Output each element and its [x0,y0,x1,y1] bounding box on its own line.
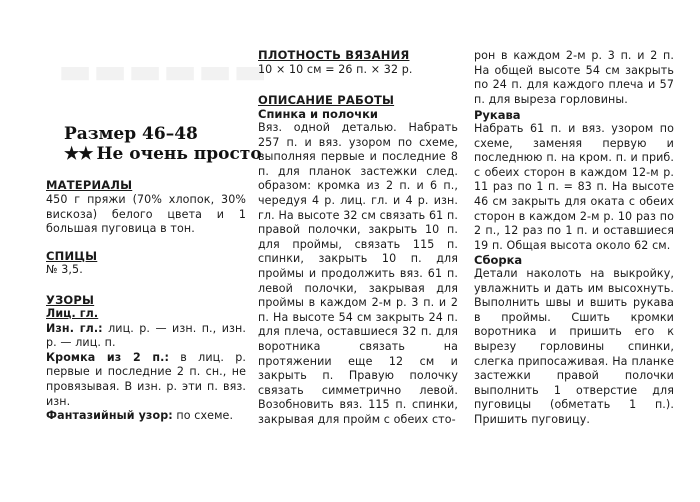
fancy-pattern-text: по схеме. [172,409,234,423]
assembly-heading: Сборка [474,253,523,267]
density-text: 10 × 10 см = 26 п. × 32 р. [258,63,413,76]
edge-term: Кромка из 2 п.: [46,350,169,364]
stockinette-title: Лиц. гл. [46,307,99,320]
needles-text: № 3,5. [46,263,83,276]
difficulty-stars-icon: ★★ [64,144,93,164]
assembly-text: Детали наколоть на выкройку, увлажнить и дать им высохнуть. Выполнить швы и вшить рукава в проймы. Сшить кромки воротника и пришить его к вырезу горловины спинки, слегка припосаживая. На планке застежки правой полочки выполнить 1 отверстие для пуговицы (обметать 1 п.). Пришить пуговицу. [474,267,674,426]
continued-text: рон в каждом 2-м р. 3 п. и 2 п. На общей высоте 54 см закрыть по 24 п. для каждого плеча и 57 п. для выреза горловины. [474,49,674,106]
needles-heading: СПИЦЫ [46,249,98,263]
density-heading: ПЛОТНОСТЬ ВЯЗАНИЯ [258,48,410,62]
sleeves-text: Набрать 61 п. и вяз. узором по схеме, заменяя первую и последнюю п. на кром. п. и приб. с обеих сторон в каждом 12-м р. 11 раз по 1 п. = 83 п. На высоте 46 см закрыть для оката с обеих сторон в каждом 2-м р. 10 раз по 2 п., 12 раз по 1 п. и оставшиеся 19 п. Общая высота около 62 см. [474,122,674,252]
back-fronts-text: Вяз. одной деталью. Набрать 257 п. и вяз. узором по схеме, выполняя первые и последние 8 п. для планок застежки след. образом: кромка из 2 п. и 6 п., чередуя 4 р. лиц. гл. и 4 р. изн. гл. На высоте 32 см связать 61 п. правой полочки, закрыть 10 п. для проймы, связать 115 п. спинки, закрыть 10 п. для проймы и продолжить вяз. 61 п. левой полочки, закрывая для проймы в каждом 2-м р. 3 п. и 2 п. На высоте 54 см закрыть 24 п. для плеча, оставшиеся 32 п. для воротника связать на протяжении еще 12 см и закрыть п. Правую полочку связать симметрично левой. Возобновить вяз. 115 п. спинки, закрывая для пройм с обеих сто- [258,121,458,426]
fancy-pattern-term: Фантазийный узор: [46,409,173,423]
background-watermark: ▬▬▬▬▬▬ [58,50,269,92]
materials-text: 450 г пряжи (70% хлопок, 30% вискоза) белого цвета и 1 большая пуговица в тон. [46,193,246,236]
sleeves-heading: Рукава [474,108,521,122]
reverse-stitch-term: Изн. гл.: [46,321,103,335]
patterns-heading: УЗОРЫ [46,293,95,307]
work-heading: ОПИСАНИЕ РАБОТЫ [258,93,395,107]
patterns-text [46,307,246,424]
size-label: Размер 46–48 [64,124,198,144]
back-fronts-heading: Спинка и полочки [258,107,378,121]
materials-heading: МАТЕРИАЛЫ [46,178,133,192]
difficulty-label: Не очень просто [96,144,262,164]
size-heading [64,124,264,164]
edge-text: в лиц. р. первые и последние 2 п. сн., не провязывая. В изн. р. эти п. вяз. изн. [46,350,246,408]
reverse-stitch-text: лиц. р. — изн. п., изн. р. — лиц. п. [46,321,246,350]
